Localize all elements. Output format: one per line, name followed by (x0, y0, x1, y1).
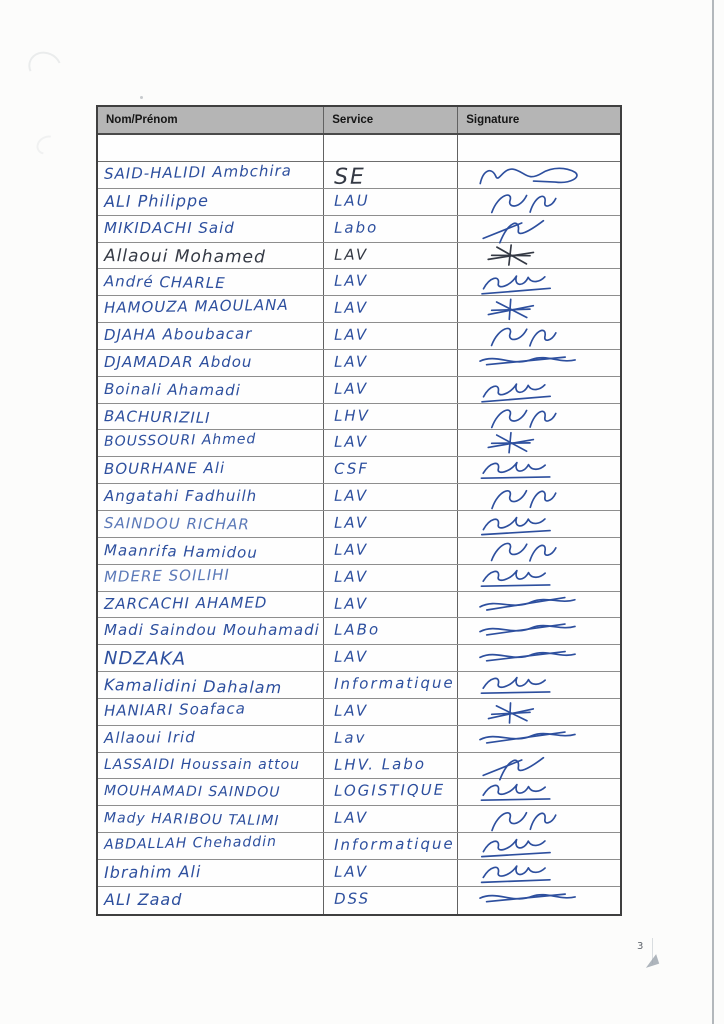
handwritten-service: LAV (334, 432, 369, 452)
handwritten-service: Lav (334, 728, 367, 747)
table-row (98, 484, 620, 511)
handwritten-service: LAV (334, 325, 369, 344)
table-row (98, 565, 620, 592)
handwritten-name: Ibrahim Ali (103, 862, 202, 882)
handwritten-name: DJAHA Aboubacar (103, 324, 253, 345)
table-row (98, 833, 620, 860)
handwritten-service: LAV (334, 486, 369, 506)
handwritten-service: LAV (334, 701, 369, 720)
handwritten-name: Mady HARIBOU TALIMI (103, 810, 280, 830)
handwritten-name: André CHARLE (103, 272, 226, 293)
table-row (98, 592, 620, 619)
scan-smudge (33, 132, 61, 159)
table-row (98, 726, 620, 753)
table-row (98, 243, 620, 270)
handwritten-name: Allaoui Irid (103, 727, 196, 747)
handwritten-name: SAID-HALIDI Ambchira (103, 161, 293, 183)
handwritten-service: LAV (334, 298, 369, 318)
signature-scribble (462, 697, 618, 727)
handwritten-name: ALI Philippe (103, 190, 210, 211)
handwritten-name: BACHURIZILI (103, 406, 211, 427)
page-number-mark: 3 (637, 941, 644, 952)
handwritten-service: Informatique (334, 673, 456, 693)
handwritten-name: NDZAKA (103, 648, 187, 670)
table-header-row (98, 107, 620, 135)
table-row (98, 377, 620, 404)
signature-scribble (462, 187, 618, 217)
scan-fold-corner (643, 954, 659, 968)
column-header-signature: Signature (466, 114, 520, 126)
handwritten-service: LAV (334, 594, 369, 613)
handwritten-name: Kamalidini Dahalam (103, 675, 283, 698)
handwritten-service: LAV (334, 647, 369, 667)
table-row (98, 806, 620, 833)
handwritten-name: ABDALLAH Chehaddin (103, 833, 278, 853)
handwritten-service: LAV (334, 862, 369, 881)
handwritten-name: MOUHAMADI SAINDOU (103, 783, 281, 801)
table-row (98, 779, 620, 806)
handwritten-service: SE (334, 164, 367, 190)
handwritten-name: HAMOUZA MAOULANA (103, 295, 289, 318)
table-row (98, 350, 620, 377)
table-row (98, 887, 620, 914)
empty-row (98, 135, 620, 162)
scan-smudge (23, 46, 66, 87)
handwritten-service: DSS (334, 889, 371, 908)
handwritten-service: LAV (334, 352, 369, 371)
scan-speck (140, 96, 143, 99)
table-row (98, 860, 620, 887)
handwritten-name: Madi Saindou Mouhamadi (104, 621, 320, 640)
handwritten-service: Labo (334, 218, 379, 237)
table-row (98, 511, 620, 538)
column-header-service: Service (332, 114, 374, 126)
handwritten-service: LAV (334, 513, 369, 532)
table-row (98, 699, 620, 726)
table-row (98, 645, 620, 672)
handwritten-name: MDERE SOILIHI (103, 565, 231, 586)
table-row (98, 404, 620, 431)
table-row (98, 296, 620, 323)
handwritten-name: LASSAIDI Houssain attou (104, 756, 301, 773)
table-row (98, 162, 620, 189)
table-row (98, 618, 620, 645)
handwritten-service: LAV (334, 245, 369, 264)
handwritten-name: Allaoui Mohamed (103, 245, 266, 267)
table-row (98, 672, 620, 699)
handwritten-service: LAV (334, 540, 369, 559)
handwritten-name: HANIARI Soafaca (103, 699, 247, 720)
table-row (98, 216, 620, 243)
table-row (98, 538, 620, 565)
column-header-name: Nom/Prénom (106, 114, 178, 126)
signature-table (96, 105, 622, 916)
handwritten-name: MIKIDACHI Said (104, 218, 235, 237)
signature-scribble (462, 885, 618, 915)
handwritten-service: LOGISTIQUE (334, 781, 446, 801)
table-row (98, 457, 620, 484)
handwritten-service: LAU (334, 191, 370, 210)
table-row (98, 430, 620, 457)
handwritten-service: LAV (334, 271, 369, 291)
handwritten-service: LABo (334, 620, 381, 640)
handwritten-name: Maanrifa Hamidou (103, 540, 258, 562)
handwritten-name: SAINDOU RICHAR (103, 514, 250, 534)
handwritten-name: DJAMADAR Abdou (104, 352, 253, 371)
handwritten-name: BOURHANE Ali (103, 459, 226, 479)
handwritten-service: LHV. Labo (334, 754, 427, 774)
handwritten-service: LAV (334, 567, 369, 586)
handwritten-name: Angatahi Fadhuilh (104, 487, 258, 506)
handwritten-service: LAV (334, 808, 369, 828)
signature-scribble (462, 724, 618, 754)
table-row (98, 323, 620, 350)
handwritten-name: ZARCACHI AHAMED (103, 593, 268, 613)
signature-scribble (462, 375, 618, 405)
handwritten-name: Boinali Ahamadi (103, 379, 241, 399)
handwritten-service: LAV (334, 379, 369, 398)
scan-page-edge (712, 0, 714, 1024)
handwritten-service: Informatique (334, 834, 456, 854)
handwritten-service: CSF (334, 459, 370, 479)
handwritten-name: BOUSSOURI Ahmed (103, 431, 257, 451)
table-row (98, 189, 620, 216)
handwritten-name: ALI Zaad (104, 889, 183, 909)
table-row (98, 753, 620, 780)
table-row (98, 269, 620, 296)
handwritten-service: LHV (334, 406, 371, 425)
